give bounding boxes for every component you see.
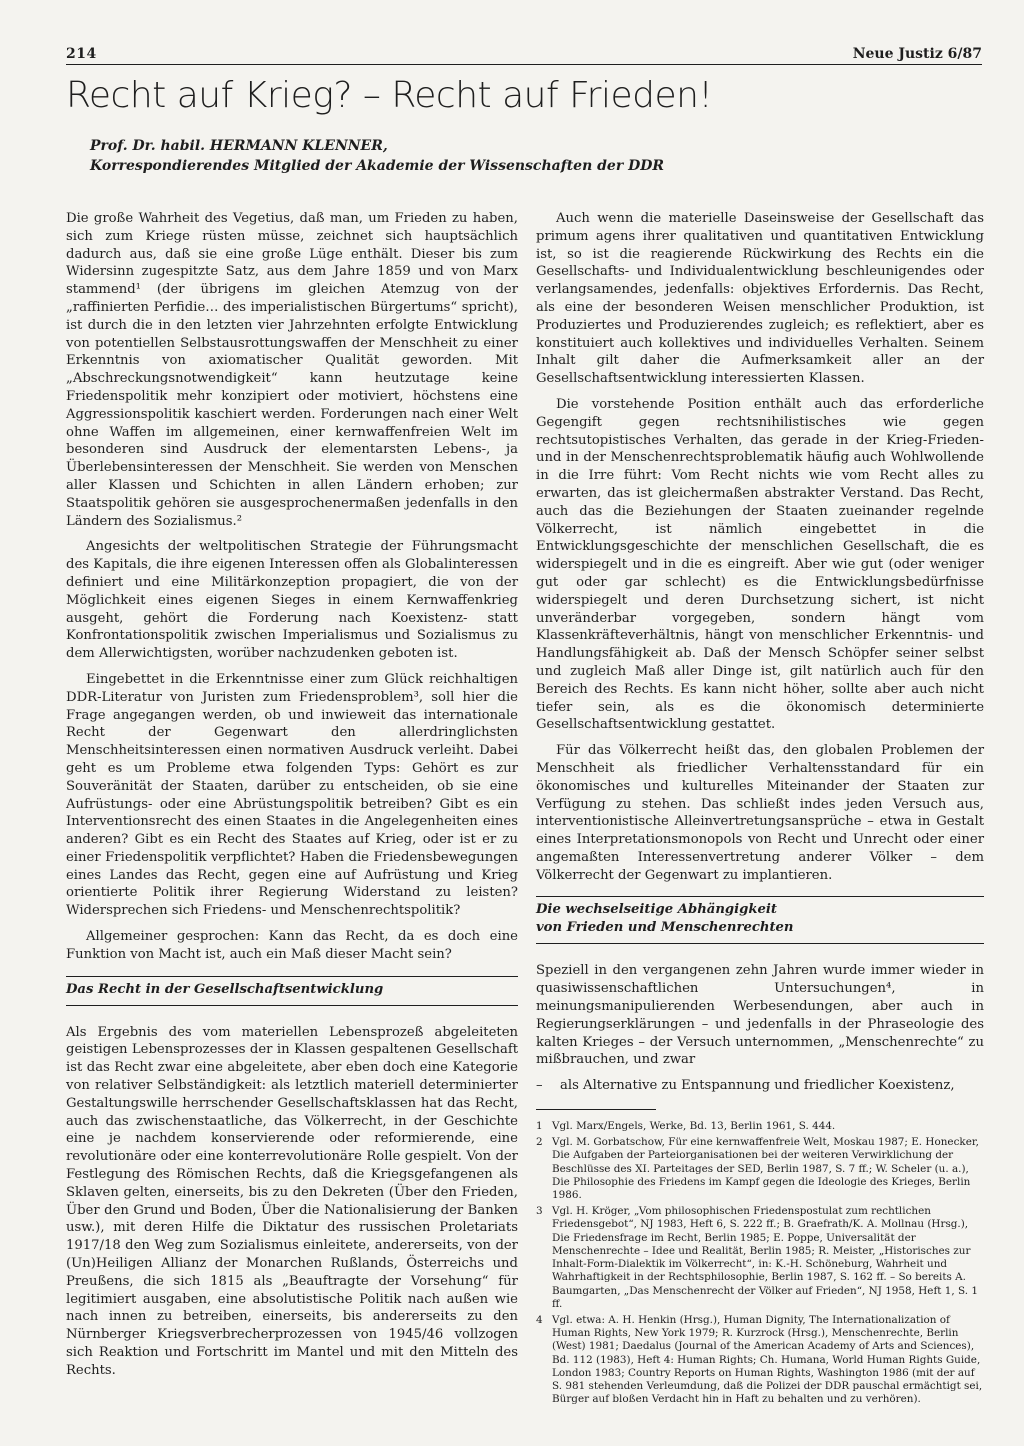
section-heading-line: Die wechselseitige Abhängigkeit [536, 902, 777, 918]
paragraph: Speziell in den vergangenen zehn Jahren wurde immer wieder in quasiwissenschaftlichen Untersuchungen⁴, in meinungsmanipulierenden Werbesendungen, aber auch in Regierungserklärungen – und jedenfalls in der Phraseologie des kalten Krieges – der Versuch unternommen, „Menschenrechte“ zu mißbrauchen, und zwar [536, 963, 984, 1068]
footnote [536, 1120, 984, 1133]
footnote [536, 1136, 984, 1202]
footnote-number: 2 [536, 1136, 543, 1149]
dash-list [536, 1077, 984, 1095]
paragraph: Angesichts der weltpolitischen Strategie der Führungsmacht des Kapitals, die ihre eigenen Interessen offen als Globalinteressen definiert und eine Militärkonzeption propagiert, die von der Möglichkeit eines eigenen Sieges in einem Kernwaffenkrieg ausgeht, gehört die Forderung nach Koexistenz- statt Konfrontationspolitik zwischen Imperialismus und Sozialismus zu dem Allerwichtigsten, worüber nachzudenken geboten ist. [66, 539, 518, 662]
paragraph: Eingebettet in die Erkenntnisse einer zum Glück reichhaltigen DDR-Literatur von Juristen zum Friedensproblem³, soll hier die Frage angegangen werden, ob und inwieweit das internationale Recht der Gegenwart den allerdringlichsten Menschheitsinteressen einen normativen Ausdruck verleiht. Dabei geht es um Probleme etwa folgenden Typs: Gehört es zur Souveränität der Staaten, darüber zu entscheiden, ob sie eine Aufrüstungs- oder eine Abrüstungspolitik betreiben? Gibt es ein Interventionsrecht des einen Staates in die Angelegenheiten eines anderen? Gibt es ein Recht des Staates auf Krieg, oder ist er zu einer Friedenspolitik verpflichtet? Haben die Friedensbewegungen eines Landes das Recht, gegen eine auf Aufrüstung und Krieg orientierte Politik ihrer Regierung Widerstand zu leisten? Widersprechen sich Friedens- und Menschenrechtspolitik? [66, 671, 518, 919]
paragraph: Als Ergebnis des vom materiellen Lebensprozeß abgeleiteten geistigen Lebensprozesses der in Klassen gespaltenen Gesellschaft ist das Recht zwar eine abgeleitete, aber eben doch eine Kategorie von relativer Selbständigkeit: als letztlich materiell determinierter Gestaltungswille herrschender Gesellschaftsklassen hat das Recht, auch das zwischenstaatliche, das Völkerrecht, in der Geschichte eine je nachdem konservierende oder reformierende, eine revolutionäre oder eine konterrevolutionäre Rolle gespielt. Von der Festlegung des Römischen Rechts, daß die Kriegsgefangenen als Sklaven gelten, einerseits, bis zu den Dekreten (Über den Frieden, Über den Grund und Boden, Über die Nationalisierung der Banken usw.), mit deren Hilfe die Diktatur des russischen Proletariats 1917/18 den Weg zum Sozialismus einleitete, andererseits, von der (Un)Heiligen Allianz der Monarchen Rußlands, Österreichs und Preußens, die sich 1815 als „Beauftragte der Vorsehung“ für legitimiert ausgaben, eine absolutistische Politik nach außen wie nach innen zu betreiben, einerseits, bis andererseits zu den Nürnberger Kriegsverbrecherprozessen von 1945/46 vollzogen sich Reaktion und Fortschritt im Mantel und mit den Mitteln des Rechts. [66, 1024, 518, 1378]
footnote-text: Vgl. etwa: A. H. Henkin (Hrsg.), Human Dignity, The Internationalization of Human Rights, New York 1979; R. Kurzrock (Hrsg.), Menschenrechte, Berlin (West) 1981; Daedalus (Journal of the American Academy of Arts and Sciences), Bd. 112 (1983), Heft 4: Human Rights; Ch. Humana, World Human Rights Guide, London 1983; Country Reports on Human Rights, Washington 1986 (mit der auf S. 981 stehenden Verleumdung, daß die Polizei der DDR pauschal ermächtigt sei, Bürger auf bloßen Verdacht hin in Haft zu behalten und zu verhören). [552, 1313, 983, 1406]
footnote [536, 1314, 984, 1406]
section-heading [536, 896, 984, 944]
left-column [66, 210, 518, 1388]
footnote-text: Vgl. H. Kröger, „Vom philosophischen Friedenspostulat zum rechtlichen Friedensgebot“, NJ 1983, Heft 6, S. 222 ff.; B. Graefrath/K. A. Mollnau (Hrsg.), Die Friedensfrage im Recht, Berlin 1985; E. Poppe, Universalität der Menschenrechte – Idee und Realität, Berlin 1985; R. Meister, „Historisches zur Inhalt-Form-Dialektik im Völkerrecht“, in: K.-H. Schöneburg, Wahrheit und Wahrhaftigkeit in der Rechtsphilosophie, Berlin 1987, S. 162 ff. – So bereits A. Baumgarten, „Das Menschenrecht der Völker auf Frieden“, NJ 1958, Heft 1, S. 1 ff. [552, 1205, 978, 1310]
journal-issue: Neue Justiz 6/87 [852, 46, 982, 62]
footnotes [536, 1120, 984, 1406]
author-affiliation: Korrespondierendes Mitglied der Akademie der Wissenschaften der DDR [90, 158, 664, 174]
author-block [90, 136, 850, 176]
footnote-number: 3 [536, 1205, 543, 1218]
footnote-rule [536, 1109, 656, 1110]
paragraph: Für das Völkerrecht heißt das, den globalen Problemen der Menschheit als friedlicher Verhaltensstandard für ein ökonomisches und kulturelles Miteinander der Staaten zur Verfügung zu stehen. Das schließt indes jeden Versuch aus, interventionistische Alleinvertretungsansprüche – etwa in Gestalt eines Interpretationsmonopols von Recht und Unrecht oder einer angemaßten Interessenvertretung anderer Völker – dem Völkerrecht der Gegenwart zu implantieren. [536, 743, 984, 883]
header-rule [66, 64, 982, 65]
paragraph: Auch wenn die materielle Daseinsweise der Gesellschaft das primum agens ihrer qualitativen und quantitativen Entwicklung ist, so ist die reagierende Rückwirkung des Rechts ein die Gesellschafts- und Individualentwicklung beschleunigendes oder verlangsamendes, jedenfalls: objektives Erfordernis. Das Recht, als eine der besonderen Weisen menschlicher Produktion, ist Produziertes und Produzierendes zugleich; es reflektiert, aber es konstituiert auch kollektives und individuelles Verhalten. Seinem Inhalt gilt daher die Aufmerksamkeit aller an der Gesellschaftsentwicklung interessierten Klassen. [536, 211, 984, 387]
section-heading-line: von Frieden und Menschenrechten [536, 920, 794, 936]
right-column [536, 210, 984, 1409]
list-item: – als Alternative zu Entspannung und friedlicher Koexistenz, [536, 1077, 984, 1095]
page-number: 214 [66, 46, 97, 62]
author-name: Prof. Dr. habil. HERMANN KLENNER, [90, 138, 388, 154]
footnote-text: Vgl. Marx/Engels, Werke, Bd. 13, Berlin 1961, S. 444. [552, 1120, 836, 1133]
paragraph: Die große Wahrheit des Vegetius, daß man, um Frieden zu haben, sich zum Kriege rüsten müsse, zeichnet sich hauptsächlich dadurch aus, daß sie eine große Lüge enthält. Dieser bis zum Widersinn zugespitzte Satz, aus dem Jahre 1859 und von Marx stammend¹ (der übrigens im gleichen Atemzug von der „raffinierten Perfidie… des imperialistischen Bürgertums“ spricht), ist durch die in den letzten vier Jahrzehnten erfolgte Entwicklung von potentiellen Selbstausrottungswaffen der Menschheit zu einer Erkenntnis von axiomatischer Qualität geworden. Mit „Abschreckungsnotwendigkeit“ kann heutzutage keine Friedenspolitik mehr konzipiert oder motiviert, höchstens eine Aggressionspolitik kaschiert werden. Forderungen nach einer Welt ohne Waffen im allgemeinen, einer kernwaffenfreien Welt im besonderen sind Ausdruck der elementarsten Lebens-, ja Überlebensinteressen der Menschheit. Sie werden von Menschen aller Klassen und Schichten in allen Ländern erhoben; zur Staatspolitik gehören sie ausgesprochenermaßen jedenfalls in den Ländern des Sozialismus.² [66, 211, 518, 529]
footnote [536, 1205, 984, 1311]
footnote-text: Vgl. M. Gorbatschow, Für eine kernwaffenfreie Welt, Moskau 1987; E. Honecker, Die Aufgaben der Parteiorganisationen bei der weiteren Verwirklichung der Beschlüsse des XI. Parteitages der SED, Berlin 1987, S. 7 ff.; W. Scheler (u. a.), Die Philosophie des Friedens im Kampf gegen die Ideologie des Krieges, Berlin 1986. [552, 1136, 979, 1202]
article-title: Recht auf Krieg? – Recht auf Frieden! [66, 75, 713, 116]
paragraph: Allgemeiner gesprochen: Kann das Recht, da es doch eine Funktion von Macht ist, auch ein Maß dieser Macht sein? [66, 929, 518, 962]
paragraph: Die vorstehende Position enthält auch das erforderliche Gegengift gegen rechtsnihilistisches wie gegen rechtsutopistisches Verhalten, das gerade in der Krieg-Frieden- und in der Menschenrechtsproblematik häufig auch Wohlwollende in die Irre führt: Vom Recht nichts wie vom Recht alles zu erwarten, das ist gleichermaßen abstrakter Verstand. Das Recht, auch das die Beziehungen der Staaten zueinander regelnde Völkerrecht, ist nämlich eingebettet in die Entwicklungsgeschichte der menschlichen Gesellschaft, die es widerspiegelt und in die es eingreift. Aber wie gut (oder weniger gut oder gar schlecht) es die Entwicklungsbedürfnisse widerspiegelt und deren Durchsetzung sichert, ist nicht unveränderbar vorgegeben, sondern hängt vom Klassenkräfteverhältnis, hängt von menschlicher Erkenntnis- und Handlungsfähigkeit ab. Daß der Mensch Schöpfer seiner selbst und zugleich Maß aller Dinge ist, gilt natürlich auch für den Bereich des Rechts. Es kann nicht höher, sollte aber auch nicht tiefer sein, als es die ökonomisch determinierte Gesellschaftsentwicklung gestattet. [536, 396, 984, 733]
footnote-number: 4 [536, 1313, 543, 1326]
page-header [66, 44, 982, 66]
section-heading: Das Recht in der Gesellschaftsentwicklung [66, 976, 518, 1006]
footnote-number: 1 [536, 1120, 543, 1133]
